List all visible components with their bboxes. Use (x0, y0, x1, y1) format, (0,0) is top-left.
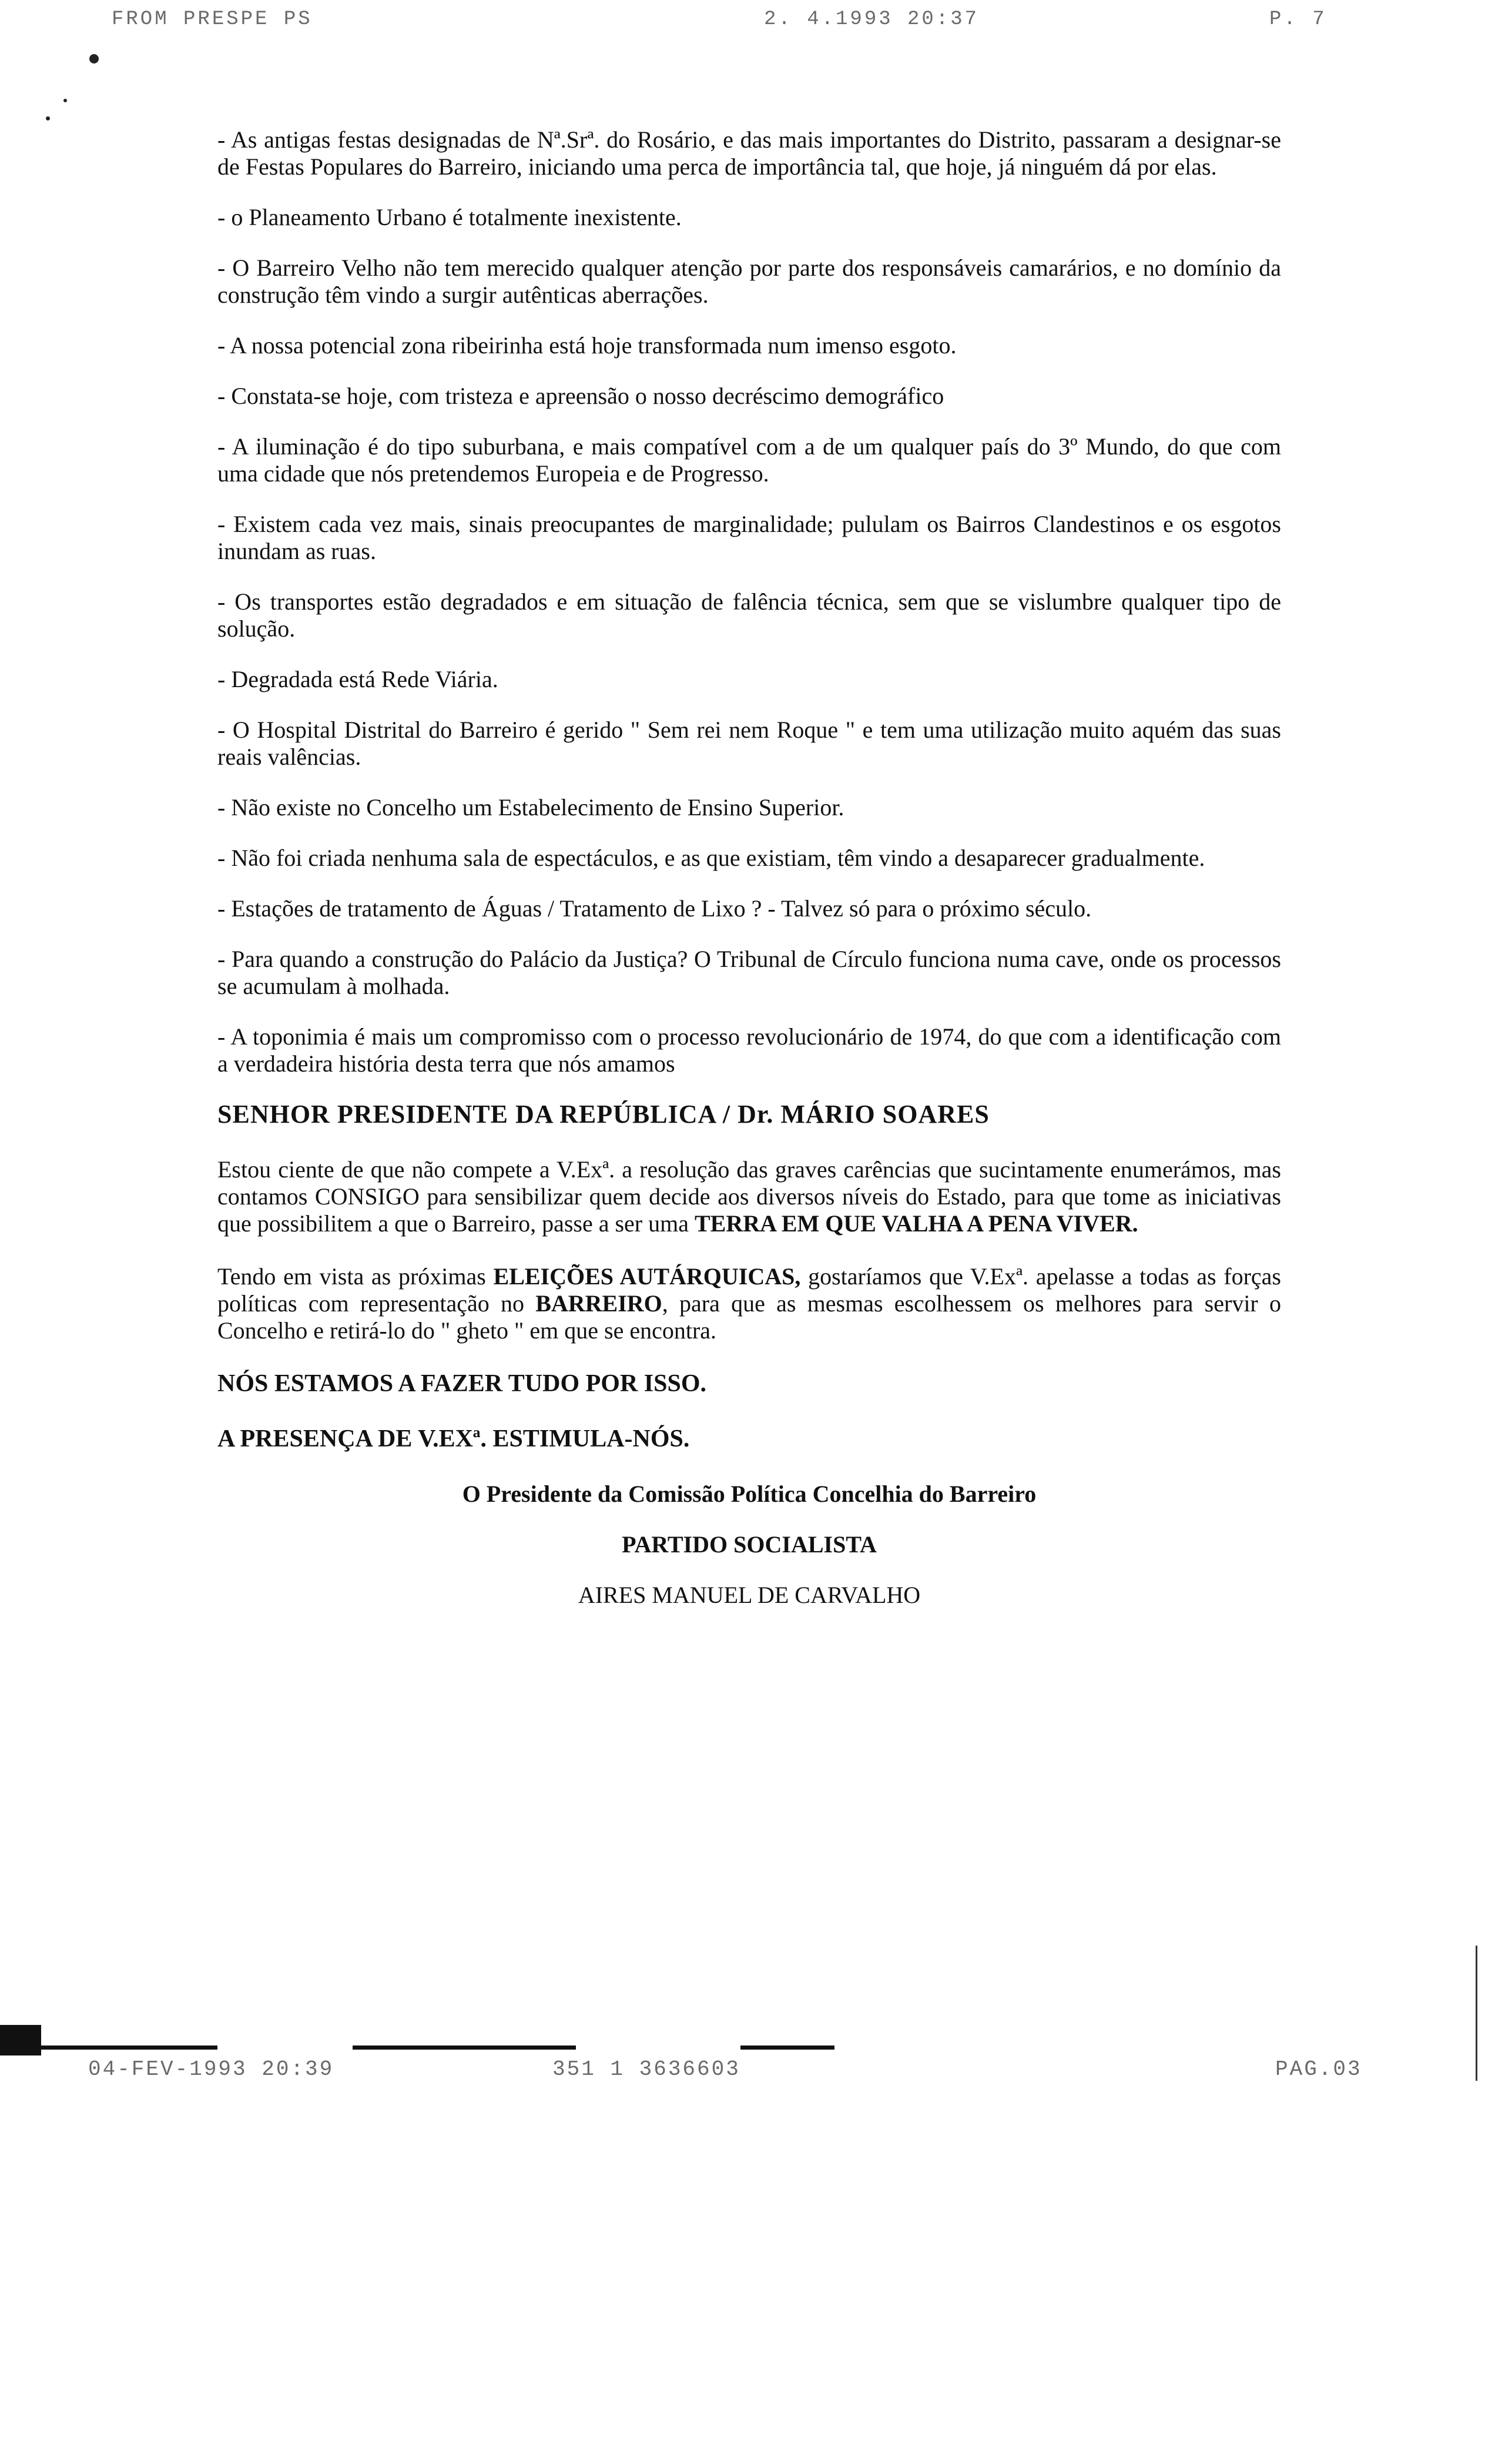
list-item: - Estações de tratamento de Águas / Tratamento de Lixo ? - Talvez só para o próximo século. (217, 895, 1092, 922)
list-item: - o Planeamento Urbano é totalmente inexistente. (217, 204, 682, 230)
addressee-heading: SENHOR PRESIDENTE DA REPÚBLICA / Dr. MÁRIO SOARES (217, 1100, 990, 1129)
closing-statement: NÓS ESTAMOS A FAZER TUDO POR ISSO. (217, 1370, 707, 1397)
letter-body (217, 126, 1281, 1632)
paragraph-elections (217, 1263, 1281, 1344)
list-item: - A toponimia é mais um compromisso com o processo revolucionário de 1974, do que com a identificação com a verdadeira história desta terra que nós amamos (217, 1023, 1281, 1077)
scan-line (353, 2045, 576, 2050)
list-item: - Não existe no Concelho um Estabelecimento de Ensino Superior. (217, 794, 844, 821)
scan-edge-line (1476, 1946, 1477, 2081)
list-item: - Constata-se hoje, com tristeza e apreensão o nosso decréscimo demográfico (217, 383, 944, 409)
fax-footer-date: 04-FEV-1993 20:39 (88, 2057, 334, 2081)
list-item: - O Barreiro Velho não tem merecido qualquer atenção por parte dos responsáveis camarários, e no domínio da construção têm vindo a surgir autênticas aberrações. (217, 255, 1281, 308)
list-item: - Degradada está Rede Viária. (217, 666, 498, 692)
fax-header-datetime: 2. 4.1993 20:37 (764, 8, 980, 31)
paragraph-elections-emphasis: ELEIÇÕES AUTÁRQUICAS, (493, 1263, 801, 1290)
signature-party: PARTIDO SOCIALISTA (622, 1531, 877, 1558)
list-item: - As antigas festas designadas de Nª.Srª. do Rosário, e das mais importantes do Distrito, passaram a designar-se de Festas Populares do Barreiro, iniciando uma perca de importância tal, que hoje, já ninguém dá por elas. (217, 126, 1281, 180)
scan-speck (63, 99, 67, 102)
paragraph-elections-text: gostaríamos que V.Exª. apelasse a todas as forças políticas com representação no (217, 1263, 1281, 1317)
complaint-list (217, 126, 1281, 1077)
fax-footer-page: PAG.03 (1275, 2057, 1362, 2081)
list-item: - Não foi criada nenhuma sala de espectáculos, e as que existiam, têm vindo a desaparecer gradualmente. (217, 845, 1205, 871)
signature-role: O Presidente da Comissão Política Concelhia do Barreiro (462, 1481, 1037, 1507)
paragraph-elections-place: BARREIRO (535, 1290, 662, 1317)
paragraph-request (217, 1156, 1281, 1237)
paragraph-elections-text: , para que as mesmas escolhessem os melhores para servir o Concelho e retirá-lo do " gheto " em que se encontra. (217, 1290, 1281, 1344)
list-item: - A iluminação é do tipo suburbana, e mais compatível com a de um qualquer país do 3º Mundo, do que com uma cidade que nós pretendemos Europeia e de Progresso. (217, 433, 1281, 487)
fax-header-from: FROM PRESPE PS (112, 8, 313, 31)
scan-line (740, 2045, 834, 2050)
paragraph-request-emphasis: TERRA EM QUE VALHA A PENA VIVER. (695, 1210, 1138, 1237)
list-item: - Os transportes estão degradados e em situação de falência técnica, sem que se vislumbre qualquer tipo de solução. (217, 588, 1281, 642)
list-item: - O Hospital Distrital do Barreiro é gerido " Sem rei nem Roque " e tem uma utilização muito aquém das suas reais valências. (217, 717, 1281, 770)
paragraph-request-text: Estou ciente de que não compete a V.Exª. a resolução das graves carências que sucintamente enumerámos, mas contamos CONSIGO para sensibilizar quem decide aos diversos níveis do Estado, para que tome as iniciativas que possibilitem a que o Barreiro, passe a ser uma (217, 1156, 1281, 1237)
scan-speck (89, 54, 99, 63)
scan-corner-mark (0, 2025, 41, 2055)
scan-line (41, 2045, 217, 2050)
paragraph-elections-text: Tendo em vista as próximas (217, 1263, 494, 1290)
fax-header-page: P. 7 (1269, 8, 1327, 31)
scan-speck (46, 116, 50, 120)
closing-statement: A PRESENÇA DE V.EXª. ESTIMULA-NÓS. (217, 1425, 690, 1452)
list-item: - Existem cada vez mais, sinais preocupantes de marginalidade; pululam os Bairros Clandestinos e os esgotos inundam as ruas. (217, 511, 1281, 564)
list-item: - A nossa potencial zona ribeirinha está hoje transformada num imenso esgoto. (217, 332, 957, 359)
fax-header (0, 8, 1495, 38)
signature-name: AIRES MANUEL DE CARVALHO (578, 1582, 921, 1608)
list-item: - Para quando a construção do Palácio da Justiça? O Tribunal de Círculo funciona numa cave, onde os processos se acumulam à molhada. (217, 946, 1281, 999)
fax-footer-number: 351 1 3636603 (552, 2057, 740, 2081)
